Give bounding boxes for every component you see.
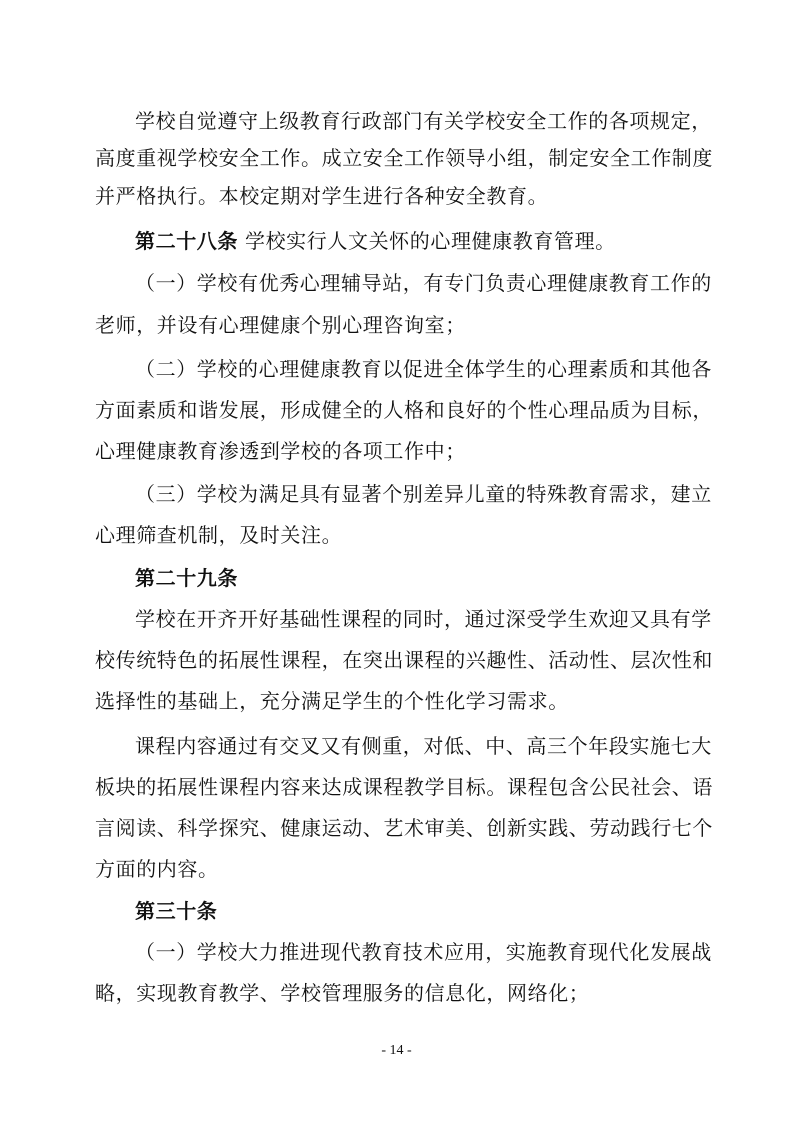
article-28-text: 学校实行人文关怀的心理健康教育管理。 [244, 229, 616, 253]
paragraph-line: 高度重视学校安全工作。成立安全工作领导小组，制定安全工作制度 [95, 146, 713, 170]
paragraph-line: 学校自觉遵守上级教育行政部门有关学校安全工作的各项规定， [135, 109, 712, 133]
paragraph-line: 言阅读、科学探究、健康运动、艺术审美、创新实践、劳动践行七个 [95, 816, 713, 840]
paragraph-line: （二）学校的心理健康教育以促进全体学生的心理素质和其他各 [135, 357, 712, 381]
paragraph-line: 学校在开齐开好基础性课程的同时，通过深受学生欢迎又具有学 [135, 607, 712, 631]
page-number: - 14 - [381, 1043, 412, 1058]
paragraph-line: 老师，并设有心理健康个别心理咨询室； [95, 313, 466, 337]
article-28-heading [135, 229, 616, 253]
paragraph-line: 略，实现教育教学、学校管理服务的信息化，网络化； [95, 981, 590, 1005]
paragraph-line: 并严格执行。本校定期对学生进行各种安全教育。 [95, 184, 549, 208]
paragraph-line: 选择性的基础上，充分满足学生的个性化学习需求。 [95, 689, 569, 713]
article-28-title: 第二十八条 [135, 229, 238, 253]
article-30-title: 第三十条 [135, 899, 218, 923]
paragraph-line: 心理健康教育渗透到学校的各项工作中； [95, 439, 466, 463]
paragraph-line: （一）学校有优秀心理辅导站，有专门负责心理健康教育工作的 [135, 271, 712, 295]
paragraph-line: （一）学校大力推进现代教育技术应用，实施教育现代化发展战 [135, 940, 712, 964]
paragraph-line: 心理筛查机制，及时关注。 [95, 523, 343, 547]
paragraph-line: 方面素质和谐发展，形成健全的人格和良好的个性心理品质为目标， [95, 398, 713, 422]
article-29-title: 第二十九条 [135, 566, 238, 590]
paragraph-line: 校传统特色的拓展性课程，在突出课程的兴趣性、活动性、层次性和 [95, 648, 713, 672]
paragraph-line: （三）学校为满足具有显著个别差异儿童的特殊教育需求，建立 [135, 482, 712, 506]
paragraph-line: 方面的内容。 [95, 857, 219, 881]
paragraph-line: 课程内容通过有交叉又有侧重，对低、中、高三个年段实施七大 [135, 734, 712, 758]
paragraph-line: 板块的拓展性课程内容来达成课程教学目标。课程包含公民社会、语 [95, 775, 713, 799]
